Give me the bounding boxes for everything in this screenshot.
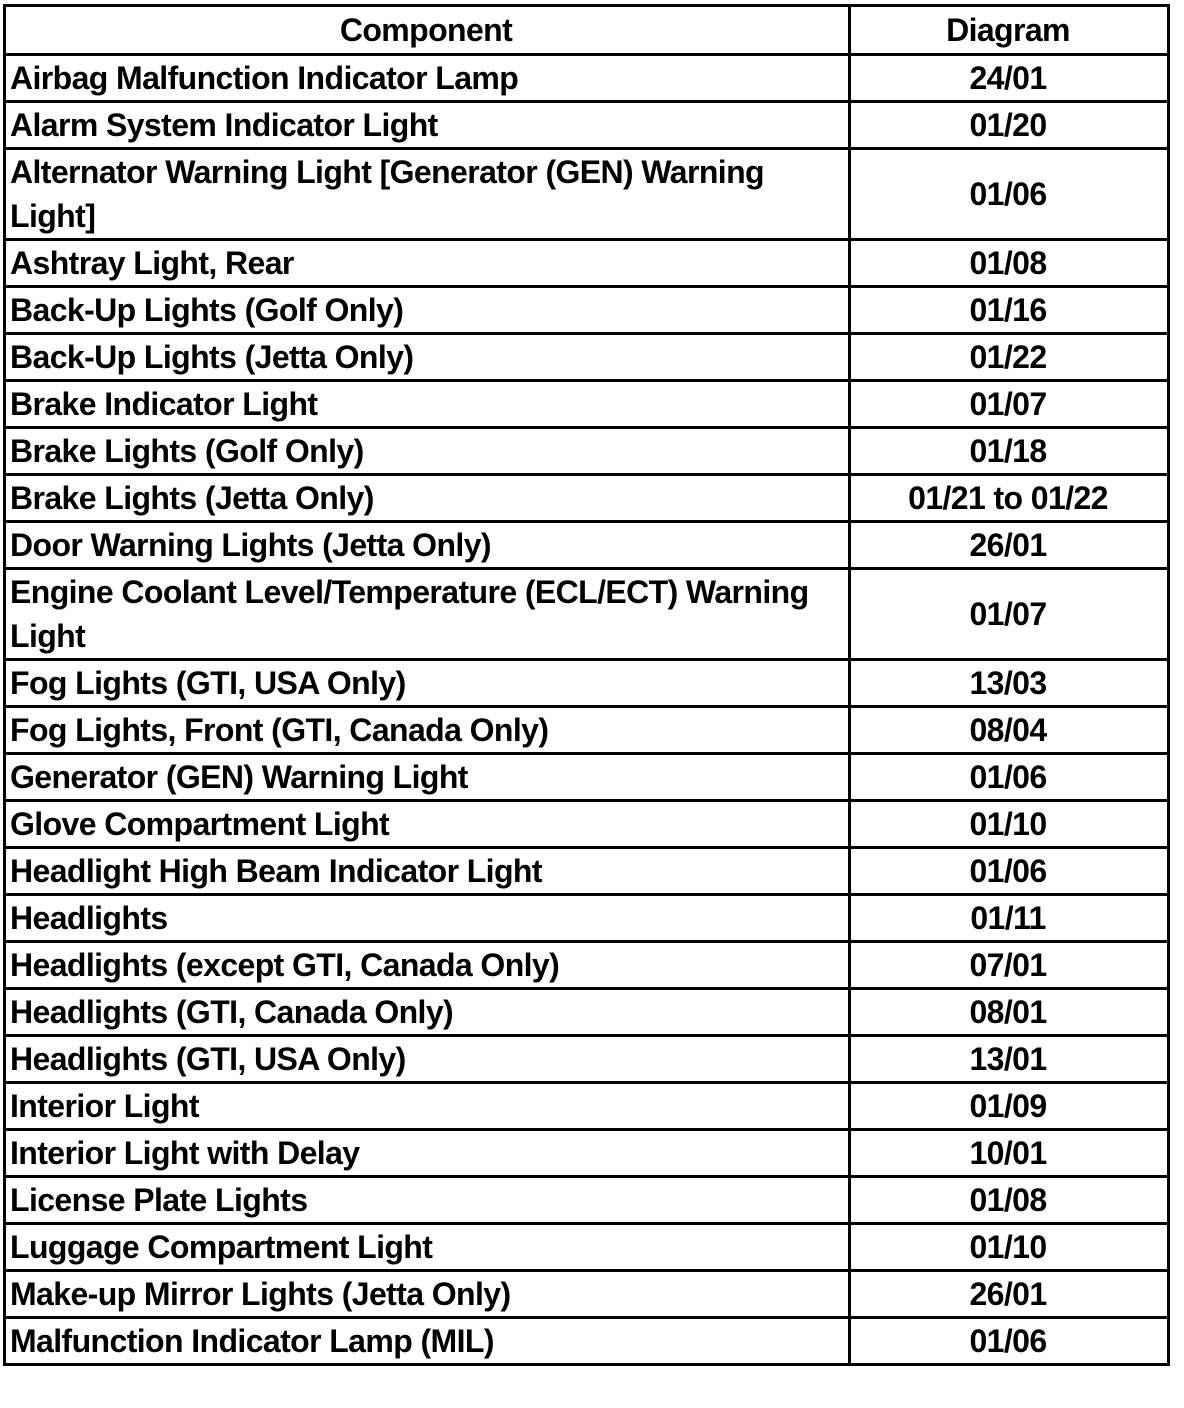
table-row <box>5 754 1169 801</box>
table-row <box>5 102 1169 149</box>
diagram-cell: 01/07 <box>850 381 1169 428</box>
component-cell: Door Warning Lights (Jetta Only) <box>5 522 850 569</box>
component-cell: Brake Indicator Light <box>5 381 850 428</box>
component-cell: License Plate Lights <box>5 1177 850 1224</box>
component-cell: Alternator Warning Light [Generator (GEN) Warning Light] <box>5 149 850 240</box>
component-cell: Alarm System Indicator Light <box>5 102 850 149</box>
component-cell: Make-up Mirror Lights (Jetta Only) <box>5 1271 850 1318</box>
component-column-header: Component <box>5 6 850 55</box>
table-row <box>5 707 1169 754</box>
table-row <box>5 55 1169 102</box>
component-cell: Headlight High Beam Indicator Light <box>5 848 850 895</box>
diagram-cell: 24/01 <box>850 55 1169 102</box>
component-cell: Fog Lights, Front (GTI, Canada Only) <box>5 707 850 754</box>
component-cell: Engine Coolant Level/Temperature (ECL/ECT) Warning Light <box>5 569 850 660</box>
diagram-cell: 01/08 <box>850 1177 1169 1224</box>
component-cell: Headlights <box>5 895 850 942</box>
diagram-cell: 01/18 <box>850 428 1169 475</box>
component-cell: Interior Light with Delay <box>5 1130 850 1177</box>
component-diagram-table <box>3 4 1170 1366</box>
table-row <box>5 848 1169 895</box>
table-row <box>5 240 1169 287</box>
component-cell: Fog Lights (GTI, USA Only) <box>5 660 850 707</box>
component-cell: Headlights (except GTI, Canada Only) <box>5 942 850 989</box>
diagram-cell: 13/01 <box>850 1036 1169 1083</box>
diagram-cell: 08/04 <box>850 707 1169 754</box>
diagram-cell: 01/22 <box>850 334 1169 381</box>
component-cell: Headlights (GTI, Canada Only) <box>5 989 850 1036</box>
component-cell: Brake Lights (Golf Only) <box>5 428 850 475</box>
table-row <box>5 1224 1169 1271</box>
diagram-cell: 01/08 <box>850 240 1169 287</box>
table-row <box>5 1130 1169 1177</box>
diagram-column-header: Diagram <box>850 6 1169 55</box>
diagram-cell: 01/16 <box>850 287 1169 334</box>
diagram-cell: 01/10 <box>850 801 1169 848</box>
table-row <box>5 287 1169 334</box>
diagram-cell: 01/20 <box>850 102 1169 149</box>
diagram-cell: 08/01 <box>850 989 1169 1036</box>
diagram-cell: 01/07 <box>850 569 1169 660</box>
diagram-cell: 01/21 to 01/22 <box>850 475 1169 522</box>
component-cell: Glove Compartment Light <box>5 801 850 848</box>
table-row <box>5 1083 1169 1130</box>
component-cell: Ashtray Light, Rear <box>5 240 850 287</box>
table-row <box>5 381 1169 428</box>
table-body <box>5 55 1169 1365</box>
diagram-cell: 07/01 <box>850 942 1169 989</box>
table-row <box>5 1177 1169 1224</box>
component-cell: Airbag Malfunction Indicator Lamp <box>5 55 850 102</box>
diagram-cell: 01/06 <box>850 848 1169 895</box>
diagram-cell: 10/01 <box>850 1130 1169 1177</box>
diagram-cell: 01/11 <box>850 895 1169 942</box>
table-header-row <box>5 6 1169 55</box>
table-row <box>5 895 1169 942</box>
component-cell: Headlights (GTI, USA Only) <box>5 1036 850 1083</box>
component-cell: Back-Up Lights (Jetta Only) <box>5 334 850 381</box>
component-cell: Back-Up Lights (Golf Only) <box>5 287 850 334</box>
component-cell: Malfunction Indicator Lamp (MIL) <box>5 1318 850 1365</box>
table-row <box>5 801 1169 848</box>
diagram-cell: 01/09 <box>850 1083 1169 1130</box>
table-row <box>5 942 1169 989</box>
table-row <box>5 660 1169 707</box>
table-row <box>5 1318 1169 1365</box>
diagram-cell: 01/06 <box>850 149 1169 240</box>
component-cell: Brake Lights (Jetta Only) <box>5 475 850 522</box>
component-cell: Luggage Compartment Light <box>5 1224 850 1271</box>
table-row <box>5 989 1169 1036</box>
table-row <box>5 1036 1169 1083</box>
table-row <box>5 522 1169 569</box>
diagram-cell: 01/06 <box>850 754 1169 801</box>
table-row <box>5 334 1169 381</box>
component-cell: Interior Light <box>5 1083 850 1130</box>
diagram-cell: 26/01 <box>850 522 1169 569</box>
component-cell: Generator (GEN) Warning Light <box>5 754 850 801</box>
diagram-cell: 01/10 <box>850 1224 1169 1271</box>
table-row <box>5 569 1169 660</box>
table-row <box>5 428 1169 475</box>
table-row <box>5 1271 1169 1318</box>
table-row <box>5 149 1169 240</box>
table-row <box>5 475 1169 522</box>
diagram-cell: 13/03 <box>850 660 1169 707</box>
diagram-cell: 26/01 <box>850 1271 1169 1318</box>
diagram-cell: 01/06 <box>850 1318 1169 1365</box>
